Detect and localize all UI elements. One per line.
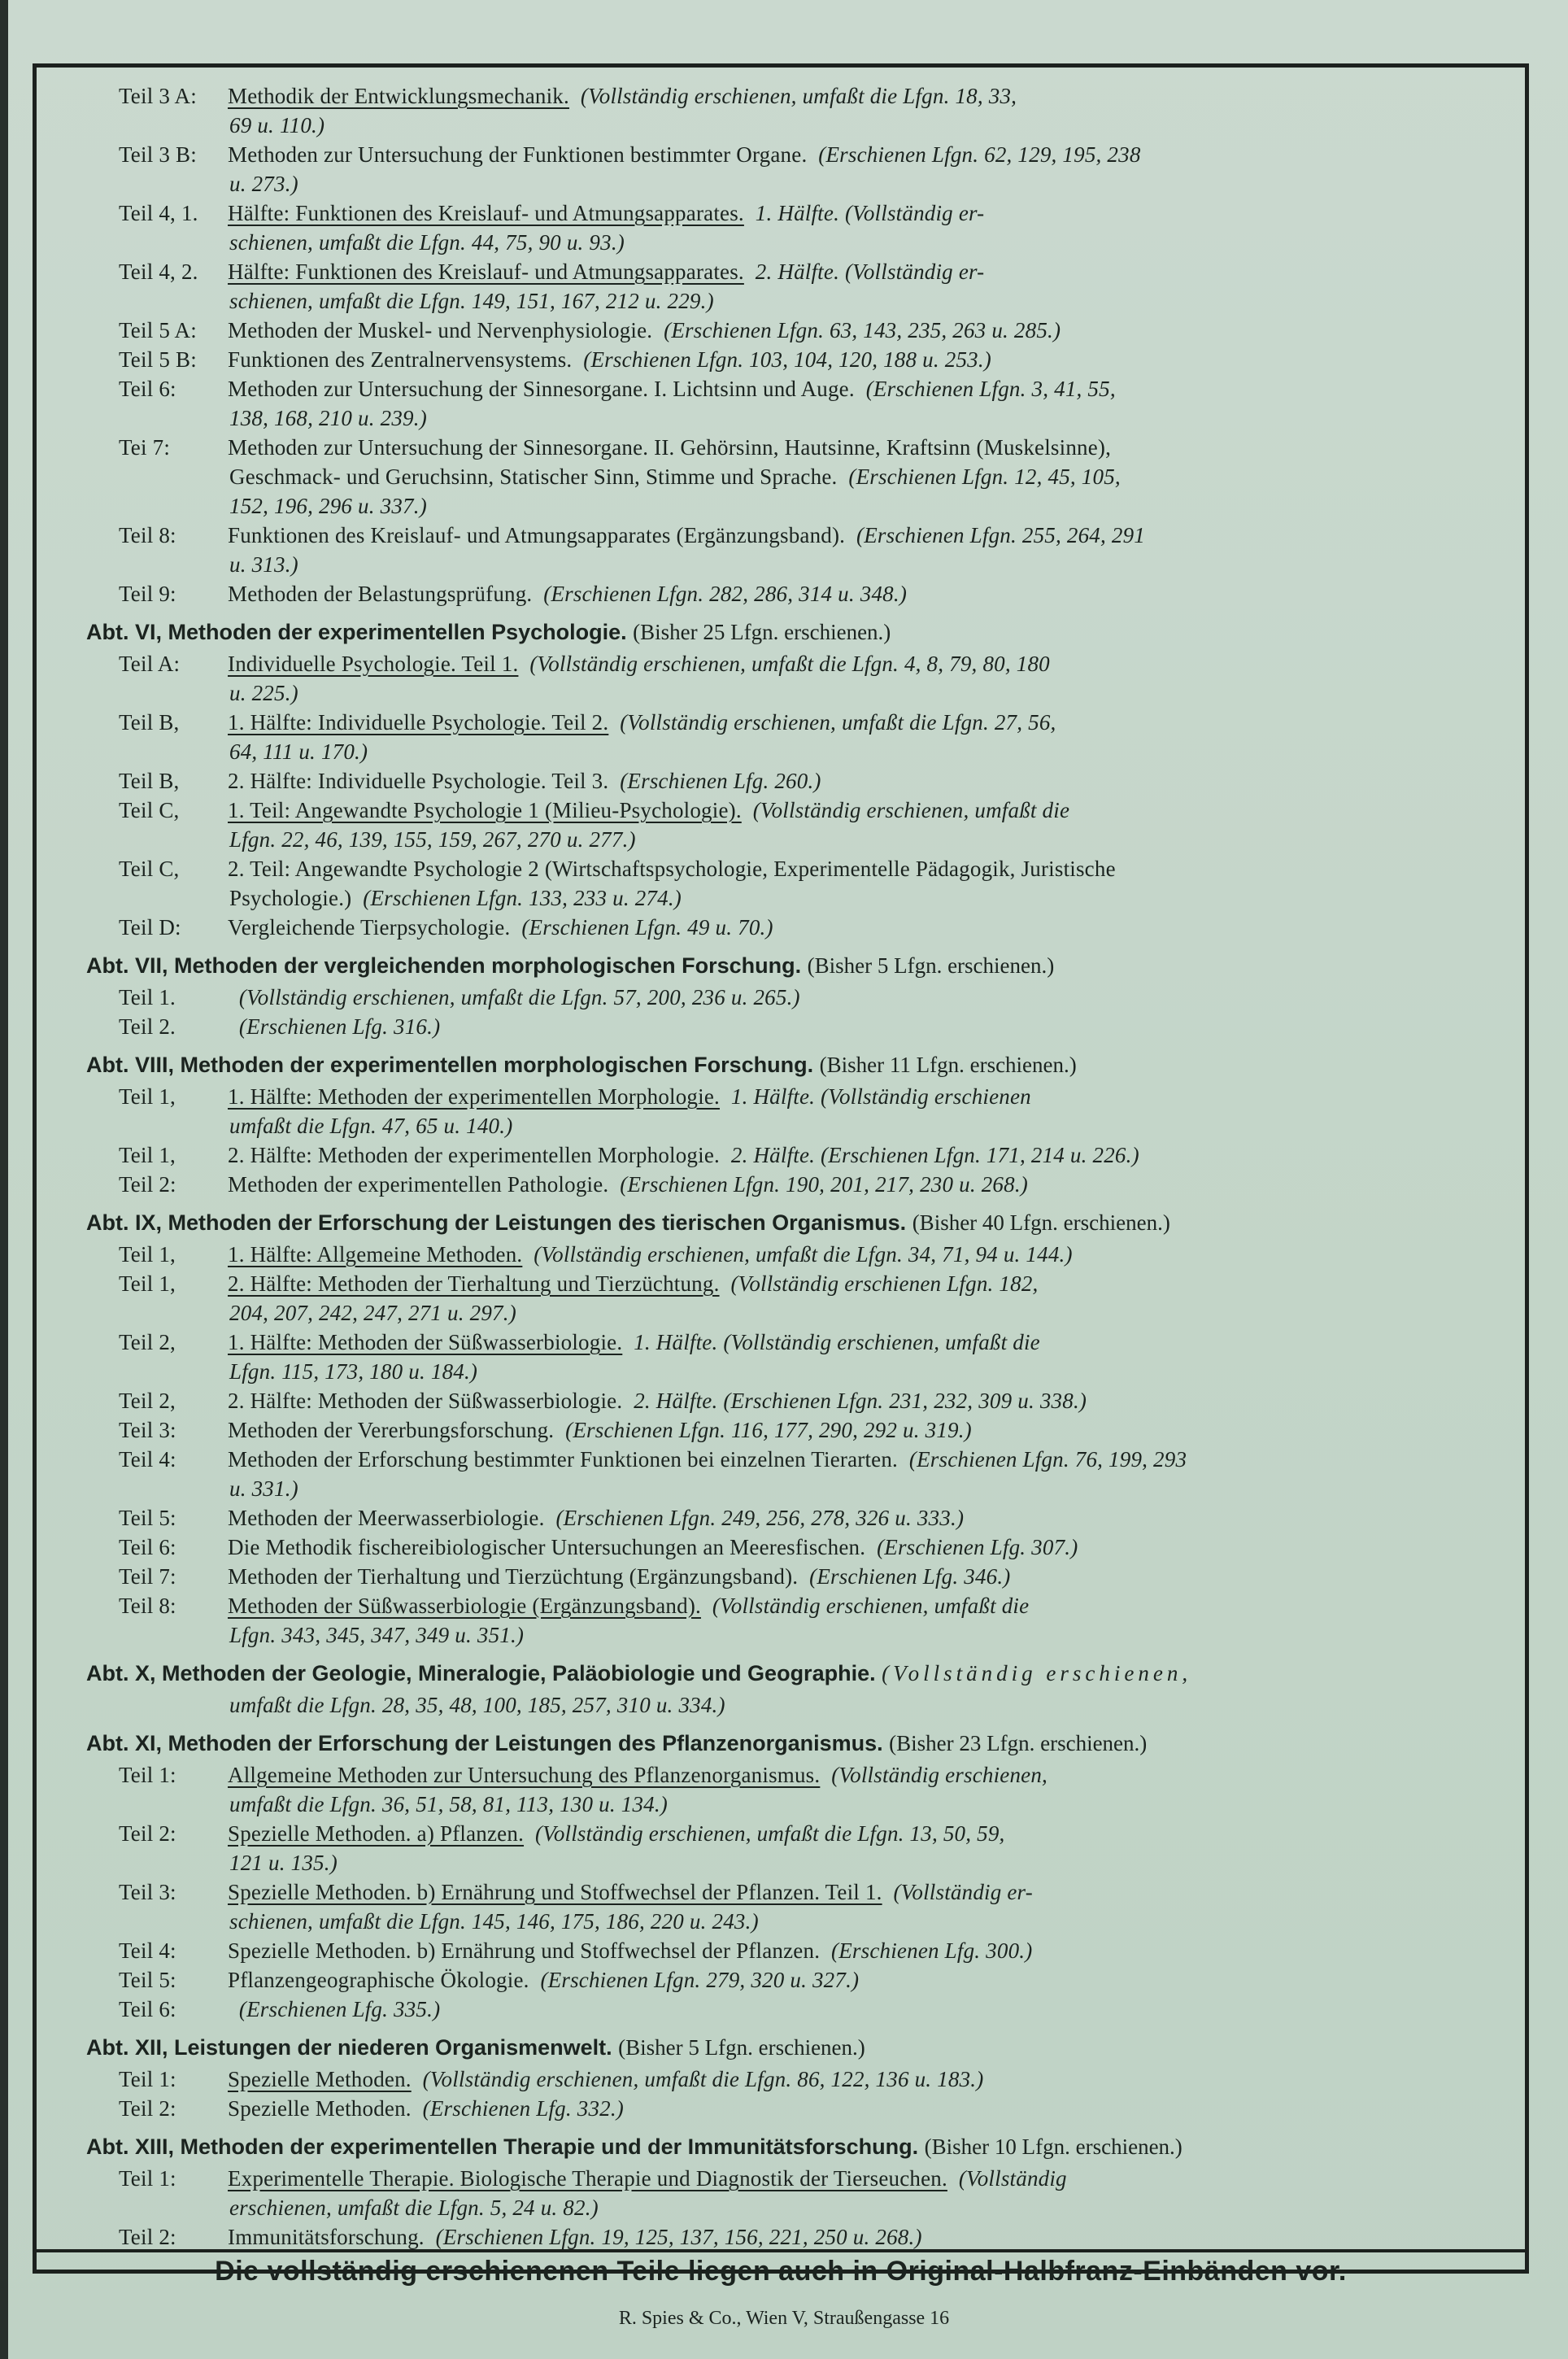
entry-part-label: Teil A: bbox=[119, 652, 181, 676]
entry-status: (Erschienen Lfg. 316.) bbox=[238, 1014, 441, 1039]
catalog-entry bbox=[50, 198, 1508, 228]
section-heading bbox=[50, 948, 1508, 983]
entry-continuation: 152, 196, 296 u. 337.) bbox=[229, 494, 427, 518]
entry-title: Spezielle Methoden. b) Ernährung und Stoffwechsel der Pflanzen. bbox=[228, 1938, 821, 1963]
entry-part-label: Teil 8: bbox=[119, 1594, 176, 1618]
entry-status: (Erschienen Lfgn. 190, 201, 217, 230 u. 268.) bbox=[620, 1172, 1028, 1197]
section-title: Abt. VIII, Methoden der experimentellen morphologischen Forschung. bbox=[86, 1053, 814, 1077]
catalog-entry bbox=[50, 521, 1508, 550]
catalog-entry bbox=[50, 2094, 1508, 2123]
catalog-listing bbox=[50, 81, 1508, 2252]
entry-title: Methoden zur Untersuchung der Funktionen bestimmter Organe. bbox=[228, 142, 808, 167]
entry-title: 1. Hälfte: Methoden der experimentellen Morphologie. bbox=[228, 1084, 720, 1109]
section-status: (Bisher 5 Lfgn. erschienen.) bbox=[807, 953, 1055, 978]
entry-part-label: Teil 3: bbox=[119, 1418, 176, 1442]
section-title: Abt. XII, Leistungen der niederen Organismenwelt. bbox=[86, 2035, 612, 2060]
entry-part-label: Teil 3: bbox=[119, 1880, 176, 1904]
entry-title: Methodik der Entwicklungsmechanik. bbox=[228, 84, 569, 108]
entry-title: Methoden der Süßwasserbiologie (Ergänzungsband). bbox=[228, 1594, 701, 1618]
entry-part-label: Teil 9: bbox=[119, 582, 176, 606]
entry-part-label: Teil 1: bbox=[119, 2166, 176, 2191]
section-heading bbox=[50, 2130, 1508, 2164]
entry-title: Funktionen des Zentralnervensystems. bbox=[228, 347, 573, 372]
binding-notice: Die vollständig erschienenen Teile liegen auch in Original-Halbfranz-Einbänden vor. bbox=[215, 2256, 1347, 2287]
entry-part-label: Teil 5 A: bbox=[119, 318, 197, 342]
catalog-entry bbox=[50, 708, 1508, 737]
entry-part-label: Teil 2, bbox=[119, 1330, 176, 1354]
entry-status: (Erschienen Lfg. 300.) bbox=[831, 1938, 1033, 1963]
entry-title: Die Methodik fischereibiologischer Untersuchungen an Meeresfischen. bbox=[228, 1535, 866, 1559]
entry-title: Vergleichende Tierpsychologie. bbox=[228, 915, 511, 940]
entry-status: (Erschienen Lfg. 346.) bbox=[809, 1564, 1011, 1589]
entry-part-label: Teil 1: bbox=[119, 2067, 176, 2091]
entry-status: 1. Hälfte. (Vollständig erschienen, umfaßt die bbox=[634, 1330, 1040, 1354]
entry-status: (Erschienen Lfgn. 3, 41, 55, bbox=[865, 377, 1116, 401]
section-title: Abt. VI, Methoden der experimentellen Psychologie. bbox=[86, 620, 627, 644]
catalog-entry bbox=[50, 1170, 1508, 1199]
catalog-entry bbox=[50, 1503, 1508, 1533]
entry-part-label: Teil 2: bbox=[119, 2225, 176, 2249]
entry-status: (Erschienen Lfgn. 12, 45, 105, bbox=[848, 464, 1121, 489]
entry-continuation: 69 u. 110.) bbox=[229, 113, 325, 137]
entry-title: Methoden zur Untersuchung der Sinnesorgane. I. Lichtsinn und Auge. bbox=[228, 377, 855, 401]
entry-title: Methoden der Meerwasserbiologie. bbox=[228, 1506, 545, 1530]
catalog-entry bbox=[50, 2164, 1508, 2193]
entry-title: Spezielle Methoden. bbox=[228, 2067, 412, 2091]
entry-part-label: Teil 2: bbox=[119, 1821, 176, 1846]
entry-continuation: schienen, umfaßt die Lfgn. 149, 151, 167, 212 u. 229.) bbox=[229, 289, 714, 313]
entry-continuation bbox=[50, 883, 1508, 913]
entry-part-label: Teil 2. bbox=[119, 1014, 176, 1039]
entry-title: Methoden zur Untersuchung der Sinnesorgane. II. Gehörsinn, Hautsinne, Kraftsinn (Muskelsinne), bbox=[228, 435, 1112, 460]
entry-title: 2. Hälfte: Methoden der Süßwasserbiologie. bbox=[228, 1389, 623, 1413]
entry-title: 1. Teil: Angewandte Psychologie 1 (Milieu-Psychologie). bbox=[228, 798, 742, 822]
catalog-entry bbox=[50, 1386, 1508, 1415]
entry-part-label: Teil 1, bbox=[119, 1143, 176, 1167]
catalog-entry bbox=[50, 81, 1508, 111]
entry-status: (Erschienen Lfgn. 133, 233 u. 274.) bbox=[363, 886, 682, 910]
entry-status: (Erschienen Lfgn. 103, 104, 120, 188 u. 253.) bbox=[583, 347, 991, 372]
entry-part-label: Teil 2, bbox=[119, 1389, 176, 1413]
catalog-entry bbox=[50, 1240, 1508, 1269]
catalog-entry bbox=[50, 913, 1508, 942]
catalog-entry bbox=[50, 983, 1508, 1012]
entry-continuation: schienen, umfaßt die Lfgn. 44, 75, 90 u. 93.) bbox=[229, 230, 625, 255]
catalog-entry bbox=[50, 1269, 1508, 1298]
entry-status: (Erschienen Lfgn. 116, 177, 290, 292 u. 319.) bbox=[565, 1418, 972, 1442]
section-title: Abt. VII, Methoden der vergleichenden morphologischen Forschung. bbox=[86, 953, 802, 978]
catalog-entry bbox=[50, 1819, 1508, 1848]
section-status: (Bisher 23 Lfgn. erschienen.) bbox=[889, 1731, 1148, 1755]
entry-part-label: Teil B, bbox=[119, 769, 180, 793]
catalog-entry bbox=[50, 1328, 1508, 1357]
entry-status: (Vollständig erschienen, umfaßt die Lfgn. 13, 50, 59, bbox=[534, 1821, 1005, 1846]
entry-status: (Erschienen Lfg. 307.) bbox=[877, 1535, 1078, 1559]
entry-title: Spezielle Methoden. b) Ernährung und Stoffwechsel der Pflanzen. Teil 1. bbox=[228, 1880, 882, 1904]
section-title: Abt. X, Methoden der Geologie, Mineralogie, Paläobiologie und Geographie. bbox=[86, 1661, 876, 1685]
entry-title: Pflanzengeographische Ökologie. bbox=[228, 1968, 529, 1992]
entry-title: 2. Hälfte: Methoden der Tierhaltung und Tierzüchtung. bbox=[228, 1271, 720, 1296]
catalog-entry bbox=[50, 649, 1508, 678]
entry-status: (Erschienen Lfg. 332.) bbox=[422, 2096, 625, 2121]
entry-part-label: Teil 5 B: bbox=[119, 347, 197, 372]
catalog-entry bbox=[50, 579, 1508, 608]
entry-status: (Erschienen Lfgn. 62, 129, 195, 238 bbox=[818, 142, 1141, 167]
entry-continuation: Lfgn. 115, 173, 180 u. 184.) bbox=[229, 1359, 478, 1384]
entry-part-label: Teil 1. bbox=[119, 985, 176, 1009]
section-status: (Bisher 25 Lfgn. erschienen.) bbox=[633, 620, 891, 644]
catalog-entry bbox=[50, 1445, 1508, 1474]
catalog-entry bbox=[50, 1082, 1508, 1111]
entry-status: (Erschienen Lfgn. 282, 286, 314 u. 348.) bbox=[543, 582, 908, 606]
entry-status: (Erschienen Lfgn. 76, 199, 293 bbox=[908, 1447, 1187, 1472]
catalog-entry bbox=[50, 140, 1508, 169]
section-title: Abt. IX, Methoden der Erforschung der Leistungen des tierischen Organismus. bbox=[86, 1210, 907, 1235]
entry-status: 2. Hälfte. (Erschienen Lfgn. 231, 232, 309 u. 338.) bbox=[634, 1389, 1087, 1413]
entry-title: Methoden der Vererbungsforschung. bbox=[228, 1418, 555, 1442]
entry-continuation: u. 225.) bbox=[229, 681, 298, 705]
catalog-entry bbox=[50, 1562, 1508, 1591]
catalog-entry bbox=[50, 2065, 1508, 2094]
entry-title: Individuelle Psychologie. Teil 1. bbox=[228, 652, 519, 676]
entry-title: Methoden der Belastungsprüfung. bbox=[228, 582, 533, 606]
entry-status: 1. Hälfte. (Vollständig er- bbox=[755, 201, 985, 225]
catalog-entry bbox=[50, 257, 1508, 286]
entry-status: 1. Hälfte. (Vollständig erschienen bbox=[730, 1084, 1031, 1109]
catalog-entry bbox=[50, 1415, 1508, 1445]
entry-title: 2. Hälfte: Individuelle Psychologie. Teil 3. bbox=[228, 769, 609, 793]
entry-title: Psychologie.) bbox=[229, 886, 352, 910]
entry-continuation: u. 331.) bbox=[229, 1476, 298, 1501]
entry-status: (Vollständig erschienen, umfaßt die Lfgn. 57, 200, 236 u. 265.) bbox=[238, 985, 800, 1009]
section-title: Abt. XI, Methoden der Erforschung der Leistungen des Pflanzenorganismus. bbox=[86, 1731, 883, 1755]
catalog-entry bbox=[50, 796, 1508, 825]
catalog-entry bbox=[50, 1965, 1508, 1995]
section-status: (Bisher 11 Lfgn. erschienen.) bbox=[819, 1053, 1077, 1077]
entry-status: (Erschienen Lfg. 335.) bbox=[238, 1997, 441, 2021]
entry-part-label: Teil C, bbox=[119, 798, 180, 822]
entry-part-label: Teil 4, 2. bbox=[119, 259, 198, 284]
entry-title: Hälfte: Funktionen des Kreislauf- und Atmungsapparates. bbox=[228, 259, 744, 284]
section-status: (Bisher 5 Lfgn. erschienen.) bbox=[618, 2035, 865, 2060]
entry-title: 1. Hälfte: Methoden der Süßwasserbiologie. bbox=[228, 1330, 623, 1354]
section-title: Abt. XIII, Methoden der experimentellen Therapie und der Immunitätsforschung. bbox=[86, 2134, 919, 2159]
footer-divider bbox=[33, 2249, 1529, 2252]
entry-title: Methoden der Muskel- und Nervenphysiologie. bbox=[228, 318, 653, 342]
entry-status: (Erschienen Lfgn. 49 u. 70.) bbox=[521, 915, 773, 940]
entry-title: Geschmack- und Geruchsinn, Statischer Sinn, Stimme und Sprache. bbox=[229, 464, 838, 489]
catalog-entry bbox=[50, 1877, 1508, 1907]
catalog-entry bbox=[50, 1533, 1508, 1562]
entry-title: Spezielle Methoden. a) Pflanzen. bbox=[228, 1821, 525, 1846]
entry-continuation: umfaßt die Lfgn. 47, 65 u. 140.) bbox=[229, 1114, 513, 1138]
entry-part-label: Teil 1, bbox=[119, 1084, 176, 1109]
entry-status: (Erschienen Lfgn. 279, 320 u. 327.) bbox=[540, 1968, 860, 1992]
entry-part-label: Teil 6: bbox=[119, 1997, 176, 2021]
entry-title: 2. Teil: Angewandte Psychologie 2 (Wirtschaftspsychologie, Experimentelle Pädagogik, Juristische bbox=[228, 857, 1116, 881]
entry-continuation: 204, 207, 242, 247, 271 u. 297.) bbox=[229, 1301, 516, 1325]
entry-status: (Erschienen Lfgn. 255, 264, 291 bbox=[856, 523, 1145, 547]
section-status: (Vollständig erschienen, bbox=[882, 1661, 1192, 1685]
entry-part-label: Teil 5: bbox=[119, 1968, 176, 1992]
entry-continuation: Lfgn. 22, 46, 139, 155, 159, 267, 270 u. 277.) bbox=[229, 827, 636, 852]
catalog-entry bbox=[50, 316, 1508, 345]
entry-status: (Vollständig erschienen, umfaßt die Lfgn. 4, 8, 79, 80, 180 bbox=[529, 652, 1050, 676]
entry-part-label: Teil 7: bbox=[119, 1564, 176, 1589]
entry-status: (Erschienen Lfgn. 249, 256, 278, 326 u. 333.) bbox=[555, 1506, 965, 1530]
catalog-entry bbox=[50, 854, 1508, 883]
entry-status: (Vollständig erschienen, umfaßt die Lfgn. 27, 56, bbox=[620, 710, 1056, 735]
entry-continuation: erschienen, umfaßt die Lfgn. 5, 24 u. 82.) bbox=[229, 2195, 599, 2220]
scan-edge bbox=[0, 0, 8, 2359]
entry-status: (Vollständig erschienen, umfaßt die Lfgn. 86, 122, 136 u. 183.) bbox=[422, 2067, 984, 2091]
entry-status: (Vollständig erschienen Lfgn. 182, bbox=[730, 1271, 1039, 1296]
catalog-entry bbox=[50, 1936, 1508, 1965]
entry-continuation bbox=[50, 462, 1508, 491]
catalog-entry bbox=[50, 433, 1508, 462]
section-heading bbox=[50, 1206, 1508, 1240]
entry-title: Experimentelle Therapie. Biologische Therapie und Diagnostik der Tierseuchen. bbox=[228, 2166, 947, 2191]
section-heading bbox=[50, 1656, 1508, 1690]
entry-part-label: Tei 7: bbox=[119, 435, 171, 460]
entry-title: Allgemeine Methoden zur Untersuchung des Pflanzenorganismus. bbox=[228, 1763, 821, 1787]
entry-part-label: Teil 3 B: bbox=[119, 142, 197, 167]
entry-part-label: Teil 8: bbox=[119, 523, 176, 547]
entry-status: (Vollständig erschienen, umfaßt die Lfgn. 18, 33, bbox=[580, 84, 1017, 108]
entry-title: 2. Hälfte: Methoden der experimentellen Morphologie. bbox=[228, 1143, 720, 1167]
entry-part-label: Teil C, bbox=[119, 857, 180, 881]
catalog-entry bbox=[50, 1591, 1508, 1620]
entry-continuation: umfaßt die Lfgn. 36, 51, 58, 81, 113, 130 u. 134.) bbox=[229, 1792, 668, 1816]
entry-continuation: 121 u. 135.) bbox=[229, 1851, 338, 1875]
entry-status: (Erschienen Lfgn. 63, 143, 235, 263 u. 285.) bbox=[664, 318, 1061, 342]
entry-part-label: Teil 1, bbox=[119, 1271, 176, 1296]
entry-title: Hälfte: Funktionen des Kreislauf- und Atmungsapparates. bbox=[228, 201, 744, 225]
section-status: (Bisher 10 Lfgn. erschienen.) bbox=[924, 2134, 1183, 2159]
entry-title: Methoden der Erforschung bestimmter Funktionen bei einzelnen Tierarten. bbox=[228, 1447, 899, 1472]
entry-title: Spezielle Methoden. bbox=[228, 2096, 412, 2121]
entry-status: (Vollständig erschienen, umfaßt die bbox=[712, 1594, 1030, 1618]
catalog-entry bbox=[50, 345, 1508, 374]
entry-part-label: Teil 1, bbox=[119, 1242, 176, 1267]
entry-status: (Vollständig erschienen, umfaßt die bbox=[752, 798, 1070, 822]
entry-continuation: Lfgn. 343, 345, 347, 349 u. 351.) bbox=[229, 1623, 525, 1647]
entry-part-label: Teil 6: bbox=[119, 377, 176, 401]
entry-status: (Erschienen Lfg. 260.) bbox=[620, 769, 821, 793]
entry-part-label: Teil 1: bbox=[119, 1763, 176, 1787]
entry-status: (Vollständig bbox=[958, 2166, 1067, 2191]
catalog-entry bbox=[50, 374, 1508, 403]
entry-continuation: schienen, umfaßt die Lfgn. 145, 146, 175, 186, 220 u. 243.) bbox=[229, 1909, 759, 1934]
entry-status: 2. Hälfte. (Erschienen Lfgn. 171, 214 u. 226.) bbox=[730, 1143, 1139, 1167]
entry-part-label: Teil 5: bbox=[119, 1506, 176, 1530]
section-heading bbox=[50, 2030, 1508, 2065]
entry-part-label: Teil D: bbox=[119, 915, 181, 940]
entry-continuation: 138, 168, 210 u. 239.) bbox=[229, 406, 427, 430]
entry-status: (Vollständig er- bbox=[893, 1880, 1033, 1904]
entry-part-label: Teil B, bbox=[119, 710, 180, 735]
catalog-entry bbox=[50, 1760, 1508, 1790]
entry-status: 2. Hälfte. (Vollständig er- bbox=[755, 259, 985, 284]
entry-part-label: Teil 4: bbox=[119, 1938, 176, 1963]
entry-title: Methoden der Tierhaltung und Tierzüchtung (Ergänzungsband). bbox=[228, 1564, 799, 1589]
section-status: (Bisher 40 Lfgn. erschienen.) bbox=[912, 1210, 1170, 1235]
catalog-entry bbox=[50, 766, 1508, 796]
entry-title: Immunitätsforschung. bbox=[228, 2225, 425, 2249]
section-heading bbox=[50, 615, 1508, 649]
entry-continuation: u. 273.) bbox=[229, 172, 298, 196]
entry-title: Funktionen des Kreislauf- und Atmungsapparates (Ergänzungsband). bbox=[228, 523, 846, 547]
entry-continuation: umfaßt die Lfgn. 28, 35, 48, 100, 185, 257, 310 u. 334.) bbox=[229, 1693, 725, 1717]
entry-title: 1. Hälfte: Allgemeine Methoden. bbox=[228, 1242, 523, 1267]
entry-continuation: u. 313.) bbox=[229, 552, 298, 577]
entry-status: (Vollständig erschienen, bbox=[831, 1763, 1048, 1787]
entry-part-label: Teil 4, 1. bbox=[119, 201, 198, 225]
entry-part-label: Teil 6: bbox=[119, 1535, 176, 1559]
catalog-entry bbox=[50, 2222, 1508, 2252]
entry-continuation: 64, 111 u. 170.) bbox=[229, 739, 368, 764]
entry-title: Methoden der experimentellen Pathologie. bbox=[228, 1172, 609, 1197]
catalog-entry bbox=[50, 1140, 1508, 1170]
printer-imprint: R. Spies & Co., Wien V, Straußengasse 16 bbox=[618, 2308, 950, 2329]
catalog-entry bbox=[50, 1012, 1508, 1041]
entry-part-label: Teil 2: bbox=[119, 1172, 176, 1197]
section-heading bbox=[50, 1048, 1508, 1082]
entry-part-label: Teil 4: bbox=[119, 1447, 176, 1472]
entry-status: (Erschienen Lfgn. 19, 125, 137, 156, 221, 250 u. 268.) bbox=[435, 2225, 922, 2249]
section-heading bbox=[50, 1726, 1508, 1760]
entry-status: (Vollständig erschienen, umfaßt die Lfgn. 34, 71, 94 u. 144.) bbox=[534, 1242, 1073, 1267]
entry-title: 1. Hälfte: Individuelle Psychologie. Teil 2. bbox=[228, 710, 609, 735]
entry-part-label: Teil 2: bbox=[119, 2096, 176, 2121]
catalog-entry bbox=[50, 1995, 1508, 2024]
entry-part-label: Teil 3 A: bbox=[119, 84, 197, 108]
